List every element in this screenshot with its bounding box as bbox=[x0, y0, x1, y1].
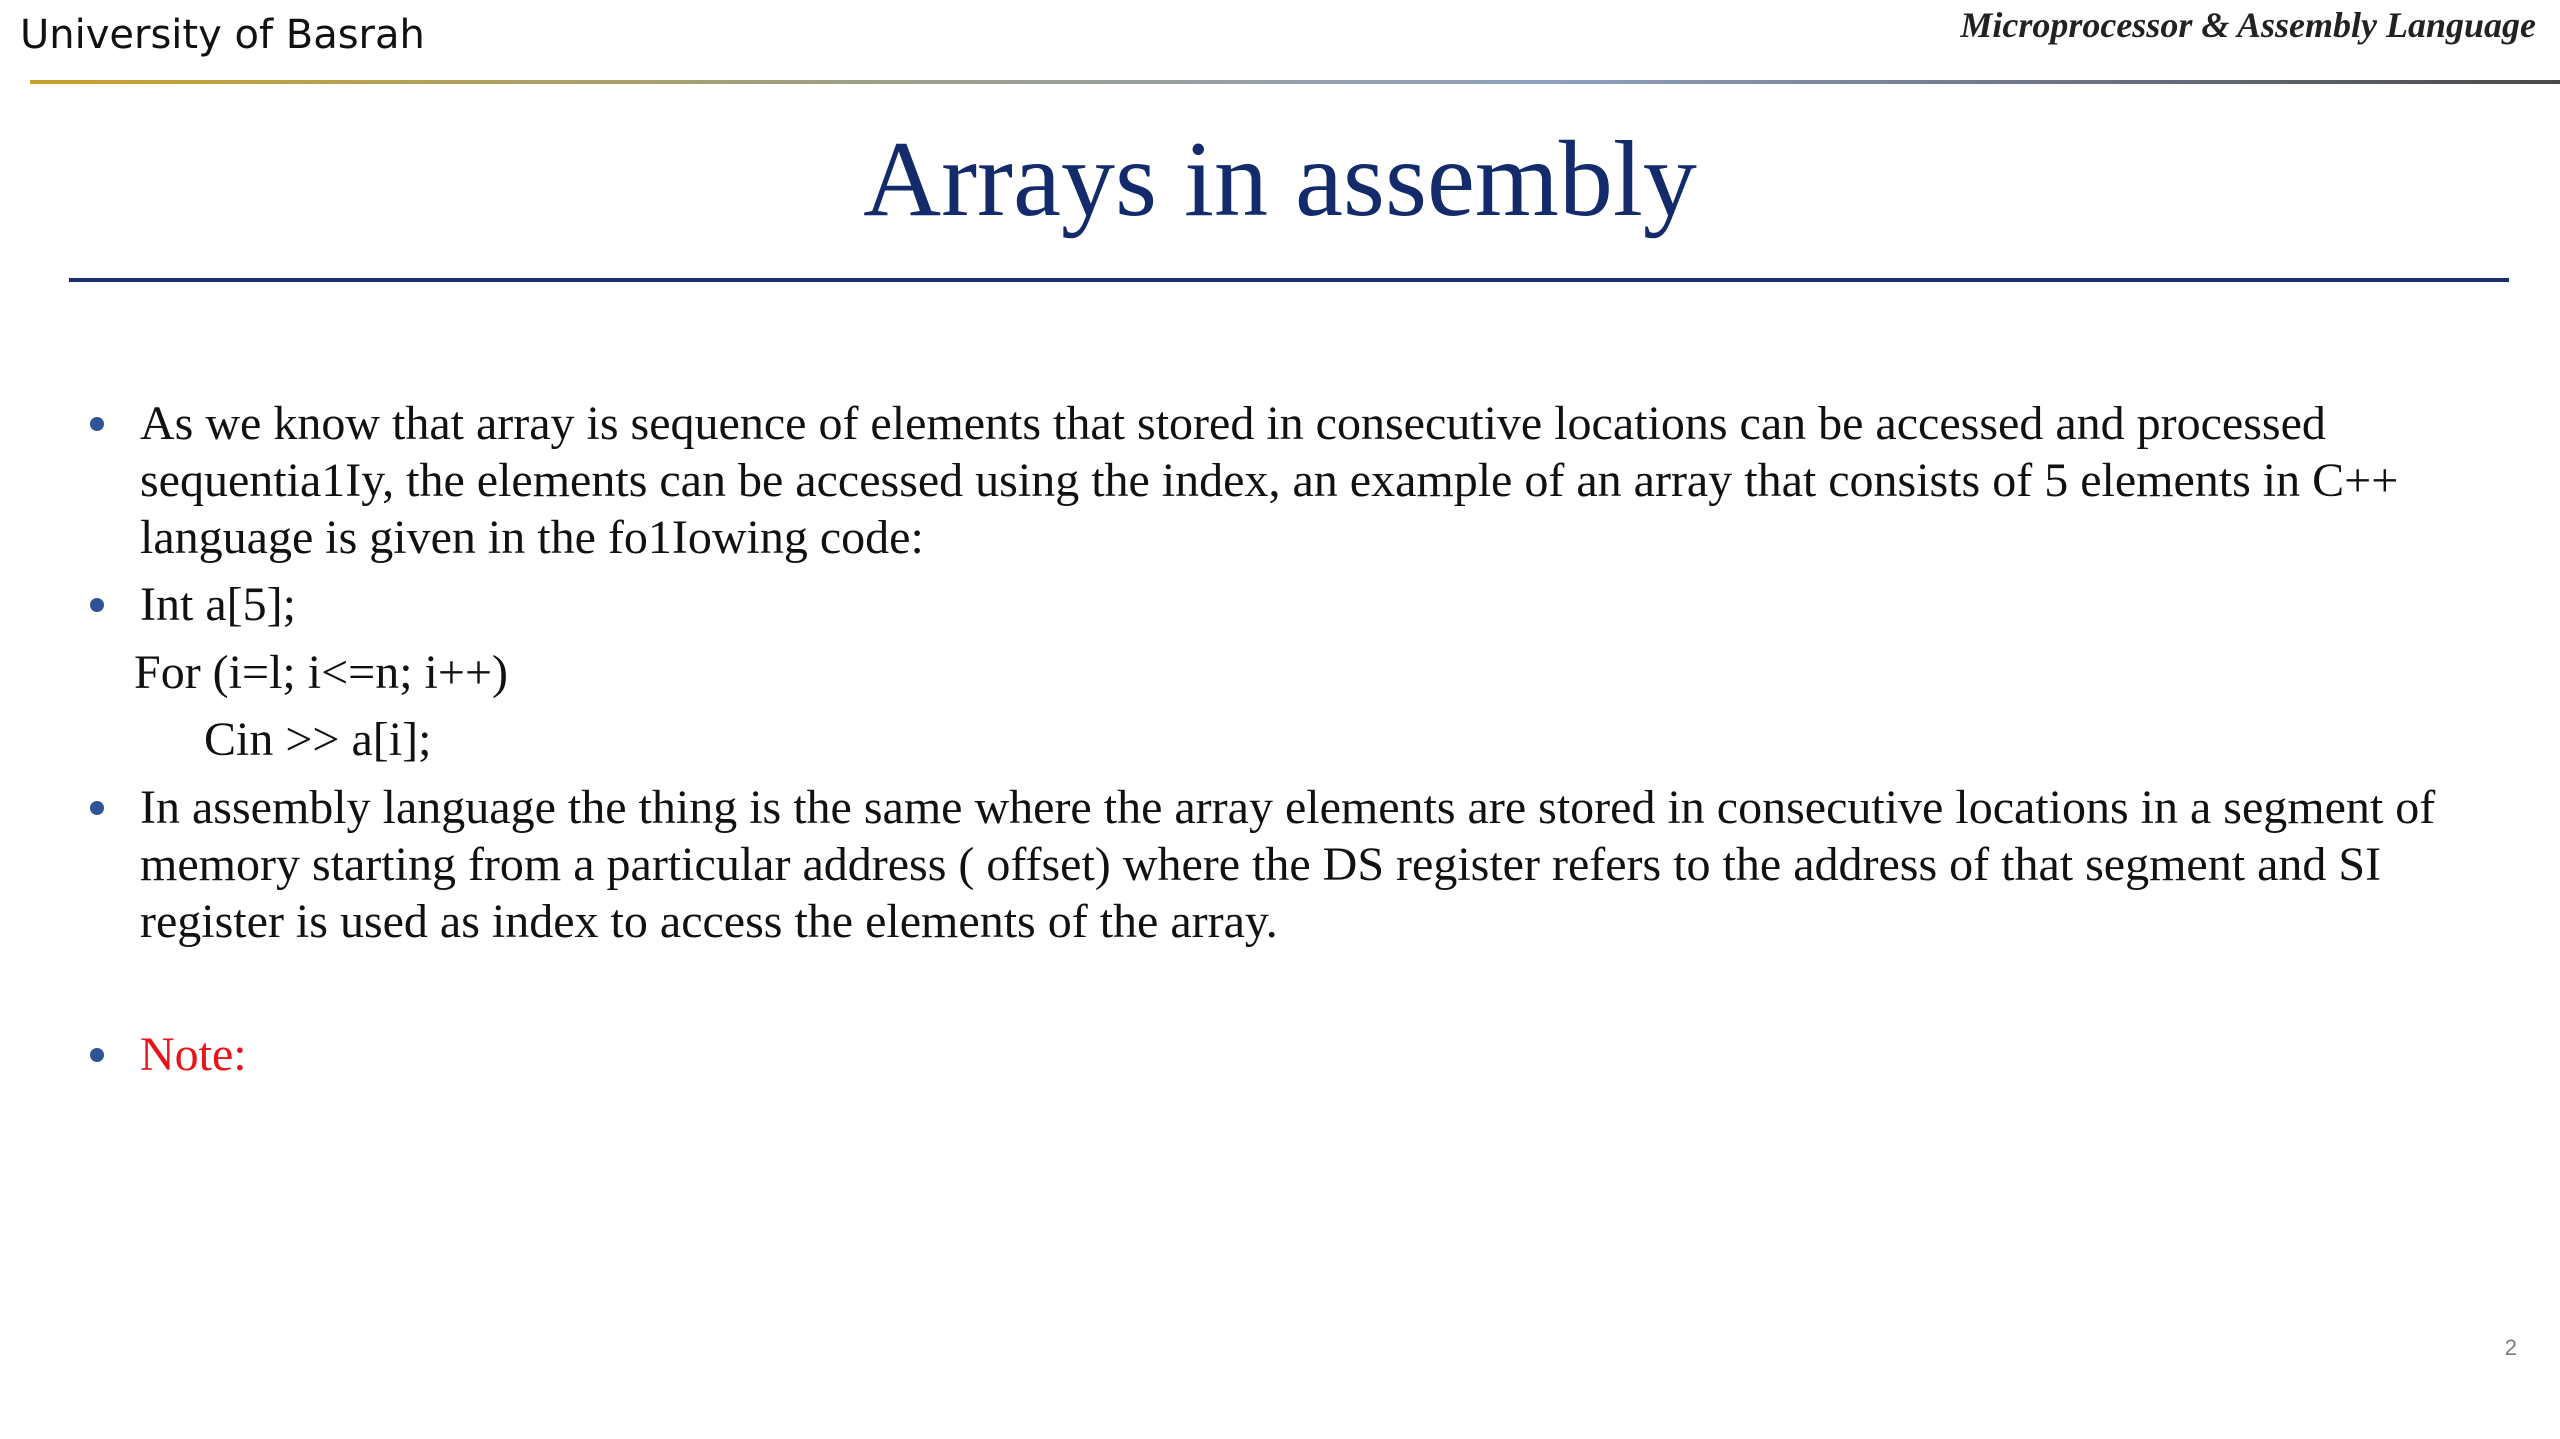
page-number: 2 bbox=[2504, 1335, 2517, 1360]
bullet-text: As we know that array is sequence of elements that stored in consecutive locations can be accessed and processed sequentia1Iy, the elements can be accessed using the index, an example of an array that consists of 5 elements in C++ language is given in the fo1Iowing code: bbox=[140, 397, 2399, 564]
note-label: Note: bbox=[140, 1028, 247, 1081]
code-line-for-loop: For (i=l; i<=n; i++) bbox=[134, 646, 509, 699]
bullet-item-code-declaration bbox=[140, 576, 2500, 633]
bullet-item-assembly-arrays bbox=[140, 779, 2500, 950]
bullet-icon bbox=[90, 417, 104, 431]
university-name: University of Basrah bbox=[20, 12, 425, 58]
slide-title: Arrays in assembly bbox=[863, 120, 1697, 239]
course-title: Microprocessor & Assembly Language bbox=[1960, 5, 2536, 45]
bullet-text: Int a[5]; bbox=[140, 578, 296, 631]
bullet-item-array-definition bbox=[140, 395, 2500, 566]
bullet-icon bbox=[90, 801, 104, 815]
bullet-text: In assembly language the thing is the same where the array elements are stored in consecutive locations in a segment of memory starting from a particular address ( offset) where the DS register refers to the address of that segment and SI register is used as index to access the elements of the array. bbox=[140, 781, 2436, 948]
bullet-icon bbox=[90, 598, 104, 612]
code-line-cin: Cin >> a[i]; bbox=[204, 713, 432, 766]
bullet-icon bbox=[90, 1048, 104, 1062]
bullet-item-note bbox=[140, 1026, 2500, 1083]
